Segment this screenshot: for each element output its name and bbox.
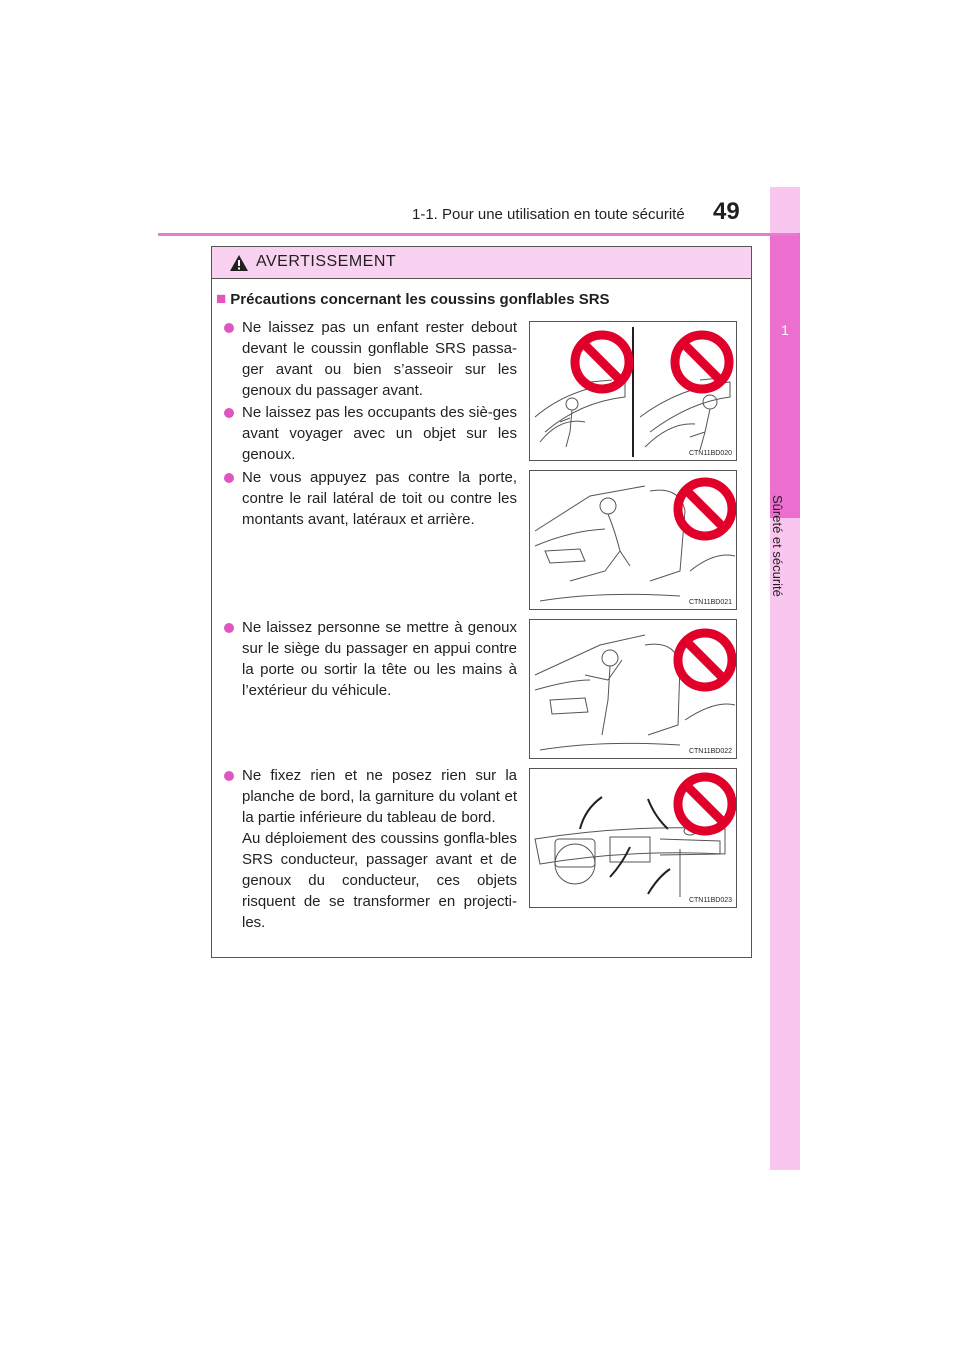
prohibition-icon <box>678 482 732 536</box>
header-rule <box>158 233 798 236</box>
bullet-dot-icon <box>224 623 234 633</box>
illustration-kneeling-seat <box>529 619 737 759</box>
section-heading-text: Précautions concernant les coussins gonflables SRS <box>230 291 610 308</box>
page-number: 49 <box>713 198 740 225</box>
chapter-number: 1 <box>781 322 789 338</box>
bullet-dot-icon <box>224 408 234 418</box>
warning-triangle-icon <box>229 254 249 272</box>
bullet-item <box>224 765 517 933</box>
bullet-text: Ne vous appuyez pas contre la porte, contre le rail latéral de toit ou contre les montants avant, latéraux et arrière. <box>242 469 517 528</box>
bullet-item <box>224 317 517 401</box>
warning-box <box>211 246 752 958</box>
section-heading <box>216 289 610 309</box>
bullet-text: Ne fixez rien et ne posez rien sur la planche de bord, la garniture du volant et la partie inférieure du tableau de bord. Au déploiement des coussins gonfla-bles SRS conducteur, passager avant et de genoux du conducteur, ces objets risquent de se transformer en projecti-les. <box>242 767 517 931</box>
chapter-tab-active <box>770 233 800 518</box>
illustration-code: CTN11BD021 <box>688 599 732 606</box>
bullet-item <box>224 617 517 701</box>
illustration-code: CTN11BD020 <box>688 450 732 457</box>
prohibition-icon <box>675 335 729 389</box>
header-section-title: 1-1. Pour une utilisation en toute sécurité <box>412 206 685 223</box>
illustration-code: CTN11BD023 <box>688 897 732 904</box>
warning-header <box>212 247 751 279</box>
bullet-dot-icon <box>224 771 234 781</box>
illustration-dashboard-objects <box>529 768 737 908</box>
bullet-text: Ne laissez pas un enfant rester debout devant le coussin gonflable SRS passa-ger avant ou bien s’asseoir sur les genoux du passager avant. <box>242 319 517 399</box>
bullet-item <box>224 467 517 530</box>
bullet-text: Ne laissez personne se mettre à genoux sur le siège du passager en appui contre la porte ou sortir la tête ou les mains à l’extérieur du véhicule. <box>242 619 517 699</box>
prohibition-icon <box>678 633 732 687</box>
prohibition-icon <box>678 777 732 831</box>
bullet-dot-icon <box>224 323 234 333</box>
chapter-label: Sûreté et sécurité <box>770 495 785 597</box>
warning-title: AVERTISSEMENT <box>256 253 397 270</box>
illustration-code: CTN11BD022 <box>688 748 732 755</box>
square-bullet-icon: ■ <box>216 289 227 308</box>
illustration-child-standing <box>529 321 737 461</box>
bullet-item <box>224 402 517 465</box>
bullet-dot-icon <box>224 473 234 483</box>
illustration-leaning-door <box>529 470 737 610</box>
bullet-text: Ne laissez pas les occupants des siè-ges avant voyager avec un objet sur les genoux. <box>242 404 517 463</box>
